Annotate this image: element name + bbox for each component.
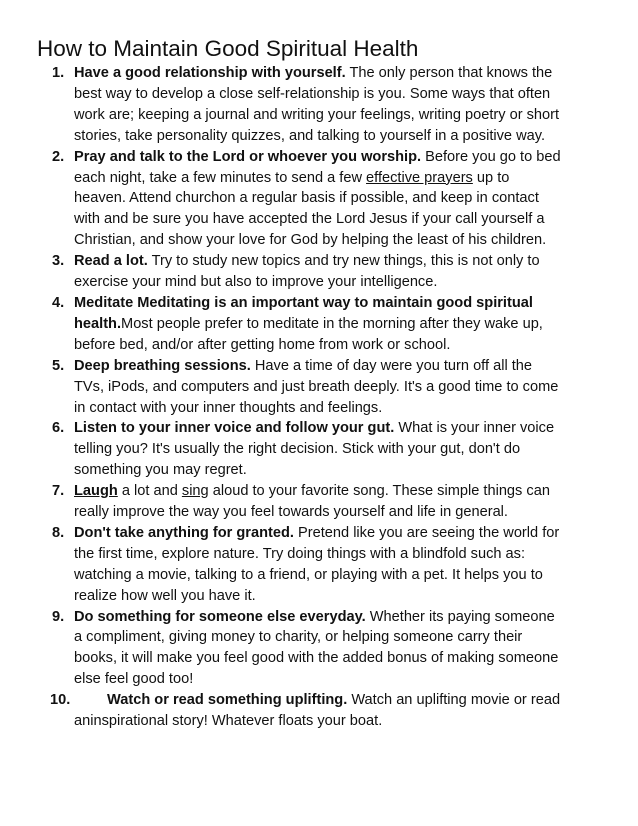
item-heading: Deep breathing sessions.	[74, 357, 251, 374]
list-item	[0, 293, 638, 356]
list-item	[0, 251, 638, 293]
item-number: 1.	[52, 65, 65, 81]
list-item	[0, 147, 638, 252]
list-item	[0, 63, 638, 147]
item-line: Christian, and show your love for God by helping the least of his children.	[74, 232, 547, 249]
item-line: heaven. Attend churchon a regular basis if possible, and keep in contact	[74, 190, 539, 207]
item-line: Read a lot. Try to study new topics and try new things, this is not only to	[74, 253, 540, 270]
item-line: Listen to your inner voice and follow your gut. What is your inner voice	[74, 420, 555, 437]
item-heading: Listen to your inner voice and follow your gut.	[74, 420, 395, 437]
list-item	[0, 356, 638, 419]
item-heading: health.	[74, 315, 122, 332]
item-number: 3.	[52, 253, 65, 270]
item-line: TVs, iPods, and computers and just breath deeply. It's a good time to come	[74, 378, 559, 395]
item-line: Laugh a lot and sing aloud to your favorite song. These simple things can	[74, 483, 550, 500]
item-line: each night, take a few minutes to send a few effective prayers up to	[74, 169, 510, 186]
item-number: 2.	[52, 148, 65, 165]
item-heading: Pray and talk to the Lord or whoever you worship.	[74, 148, 422, 165]
item-line: best way to develop a close self-relationship is you. Some ways that often	[74, 85, 551, 102]
item-line: Don't take anything for granted. Pretend like you are seeing the world for	[74, 524, 560, 541]
item-line: the first time, explore nature. Try doing things with a blindfold such as:	[74, 545, 526, 562]
item-heading: Watch or read something uplifting.	[107, 692, 348, 709]
list-item	[0, 607, 638, 691]
item-line: Do something for someone else everyday. Whether its paying someone	[74, 608, 555, 625]
item-number: 4.	[52, 294, 65, 311]
item-line: a compliment, giving money to charity, or helping someone carry their	[74, 629, 523, 646]
sing-link[interactable]: sing	[181, 483, 209, 500]
item-line	[74, 293, 638, 314]
item-line: Have a good relationship with yourself. The only person that knows the	[74, 65, 553, 81]
list-item	[0, 418, 638, 481]
item-number: 6.	[52, 420, 65, 437]
item-heading: Read a lot.	[74, 253, 148, 270]
item-line: before bed, and/or after getting home from work or school.	[74, 336, 451, 353]
item-line: books, it will make you feel good with the added bonus of making someone	[74, 650, 559, 667]
item-line: with and be sure you have accepted the Lord Jesus if your call yourself a	[74, 211, 545, 228]
item-line: Pray and talk to the Lord or whoever you worship. Before you go to bed	[74, 148, 561, 165]
item-line: work are; keeping a journal and writing your feelings, writing poetry or short	[74, 106, 560, 123]
item-line: Watch or read something uplifting. Watch an uplifting movie or read	[107, 692, 561, 709]
item-line: realize how well you have it.	[74, 587, 256, 604]
effective-prayers-link[interactable]: effective prayers	[366, 169, 473, 186]
item-heading: Do something for someone else everyday.	[74, 608, 366, 625]
item-line: stories, take personality quizzes, and talking to yourself in a positive way.	[74, 127, 546, 144]
page-title: How to Maintain Good Spiritual Health	[37, 36, 419, 61]
item-line: else feel good too!	[74, 671, 194, 688]
item-number: 7.	[52, 483, 65, 500]
item-line: watching a movie, talking to a friend, or playing with a pet. It helps you to	[74, 566, 543, 583]
item-heading: Have a good relationship with yourself.	[74, 65, 346, 81]
item-line: something you may regret.	[74, 462, 247, 479]
list-item	[0, 523, 638, 607]
item-number: 10.	[50, 692, 71, 709]
tips-list	[0, 63, 638, 732]
item-line: Deep breathing sessions. Have a time of day were you turn off all the	[74, 357, 533, 374]
item-line: really improve the way you feel towards yourself and life in general.	[74, 504, 508, 521]
item-heading: Meditate Meditating is an important way to maintain good spiritual	[74, 294, 533, 311]
item-line: aninspirational story! Whatever floats your boat.	[74, 713, 383, 730]
item-number: 8.	[52, 524, 65, 541]
item-heading: Don't take anything for granted.	[74, 524, 294, 541]
item-line: exercise your mind but also to improve your intelligence.	[74, 274, 438, 291]
item-line: telling you? It's usually the right decision. Stick with your gut, don't do	[74, 441, 521, 458]
laugh-link[interactable]: Laugh	[74, 483, 118, 500]
item-line: in contact with your inner thoughts and feelings.	[74, 399, 383, 416]
item-number: 5.	[52, 357, 65, 374]
item-line: health.Most people prefer to meditate in the morning after they wake up,	[74, 315, 543, 332]
list-item	[0, 690, 638, 732]
list-item	[0, 481, 638, 523]
item-number: 9.	[52, 608, 65, 625]
